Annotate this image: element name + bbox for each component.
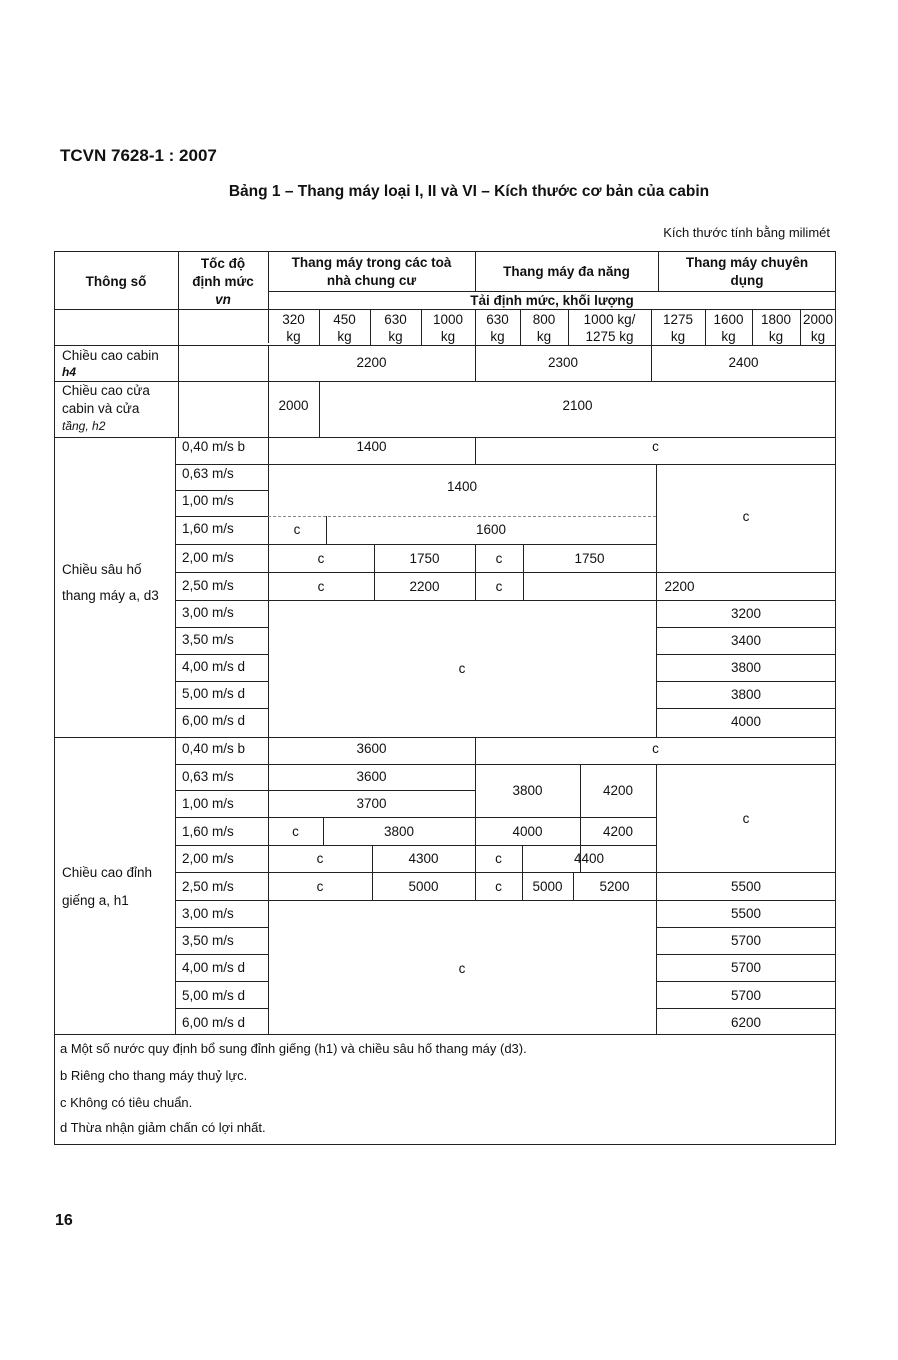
speed-cell: 1,60 m/s <box>182 824 234 839</box>
load-value: 2000 <box>802 312 834 327</box>
load-value: 320 <box>282 312 305 327</box>
value-cell: 3700 <box>356 796 387 811</box>
value-cell: 3600 <box>356 769 387 784</box>
header-speed-line2: định mức <box>192 274 254 289</box>
grid-line <box>175 544 656 545</box>
load-unit: kg <box>388 329 403 344</box>
row-h2-label: tầng, h2 <box>62 419 106 433</box>
load-value: 1275 <box>662 312 694 327</box>
load-value: 630 <box>486 312 509 327</box>
header-speed-symbol: vn <box>215 292 231 307</box>
speed-cell: 3,00 m/s <box>182 605 234 620</box>
grid-line <box>656 627 836 628</box>
speed-cell: 2,50 m/s <box>182 879 234 894</box>
value-cell: 1400 <box>356 439 387 454</box>
grid-line <box>54 437 836 438</box>
grid-line <box>175 927 268 928</box>
value-cell: 4300 <box>408 851 439 866</box>
value-cell: c <box>652 439 659 454</box>
speed-cell: 0,40 m/s b <box>182 741 246 756</box>
value-cell: c <box>495 579 503 594</box>
value-cell: c <box>495 851 502 866</box>
grid-line <box>268 291 836 292</box>
load-unit: kg <box>721 329 736 344</box>
load-value: 630 <box>384 312 407 327</box>
grid-line <box>175 490 268 491</box>
grid-line <box>54 1034 836 1035</box>
row-h4-symbol: h4 <box>62 365 77 379</box>
value-cell: c <box>652 741 659 756</box>
load-value: 1600 <box>713 312 744 327</box>
value-cell: 3600 <box>356 741 387 756</box>
value-cell: 5700 <box>730 988 762 1003</box>
load-value: 450 <box>333 312 356 327</box>
grid-line <box>175 708 268 709</box>
value-cell: 1400 <box>446 479 478 494</box>
value-cell: 1750 <box>574 551 605 566</box>
grid-line <box>656 1008 836 1009</box>
value-cell: 4200 <box>602 824 634 839</box>
header-group3-line2: dụng <box>730 273 764 288</box>
value-cell: c <box>742 509 750 524</box>
speed-cell: 4,00 m/s d <box>182 960 246 975</box>
grid-line <box>656 654 836 655</box>
grid-line <box>175 1008 268 1009</box>
value-cell: 4200 <box>602 783 634 798</box>
speed-cell: 3,50 m/s <box>182 933 234 948</box>
grid-line <box>54 345 836 346</box>
grid-line <box>175 572 836 573</box>
grid-line <box>656 681 836 682</box>
speed-cell: 1,00 m/s <box>182 796 234 811</box>
grid-line <box>175 654 268 655</box>
grid-line <box>656 981 836 982</box>
speed-cell: 5,00 m/s d <box>182 988 246 1003</box>
d3-label: Chiều sâu hố <box>62 562 142 577</box>
header-load: Tải định mức, khối lượng <box>470 293 634 308</box>
footnote-a: a Một số nước quy định bổ sung đỉnh giếng (h1) và chiều sâu hố thang máy (d3). <box>60 1041 527 1056</box>
value-cell: 5000 <box>408 879 439 894</box>
grid-line <box>175 764 836 765</box>
speed-cell: 5,00 m/s d <box>182 686 246 701</box>
grid-line <box>175 900 836 901</box>
value-cell: c <box>316 879 324 894</box>
grid-line <box>656 927 836 928</box>
value-cell: 3400 <box>730 633 762 648</box>
grid-line <box>175 845 656 846</box>
load-unit: 1275 kg <box>585 329 634 344</box>
units-note: Kích thước tính bằng milimét <box>663 225 830 240</box>
grid-line <box>54 381 836 382</box>
grid-line <box>175 954 268 955</box>
grid-line <box>175 790 475 791</box>
header-speed-line1: Tốc độ <box>200 256 246 271</box>
standard-code: TCVN 7628-1 : 2007 <box>60 146 217 165</box>
speed-cell: 0,40 m/s b <box>182 439 246 454</box>
speed-cell: 4,00 m/s d <box>182 659 246 674</box>
value-cell: 2200 <box>664 579 695 594</box>
value-cell: 5700 <box>730 960 762 975</box>
d3-label: thang máy a, d3 <box>62 588 159 603</box>
value-cell: 4000 <box>730 714 762 729</box>
footnote-d: d Thừa nhận giảm chấn có lợi nhất. <box>60 1120 266 1135</box>
grid-line <box>175 981 268 982</box>
row-h2-label: cabin và cửa <box>62 401 140 416</box>
grid-line <box>175 516 268 517</box>
load-unit: kg <box>490 329 505 344</box>
value-cell: 3200 <box>730 606 762 621</box>
value-cell: c <box>742 811 750 826</box>
load-unit: kg <box>670 329 686 344</box>
grid-line <box>175 627 268 628</box>
value-cell: 3800 <box>383 824 415 839</box>
speed-cell: 2,00 m/s <box>182 550 234 565</box>
speed-cell: 1,00 m/s <box>182 493 234 508</box>
grid-line <box>54 309 836 310</box>
load-value: 1000 kg/ <box>583 312 636 327</box>
row-h4-value: 2300 <box>547 355 579 370</box>
value-cell: c <box>317 551 325 566</box>
grid-line <box>175 681 268 682</box>
speed-cell: 6,00 m/s d <box>182 1015 246 1030</box>
header-param: Thông số <box>85 274 147 289</box>
row-h2-label: Chiều cao cửa <box>62 383 150 398</box>
grid-line <box>175 464 836 465</box>
page-number: 16 <box>55 1212 73 1229</box>
value-cell: 1600 <box>475 522 507 537</box>
value-cell: c <box>316 851 324 866</box>
value-cell: c <box>458 961 466 976</box>
value-cell: 4400 <box>573 851 605 866</box>
value-cell: c <box>293 522 301 537</box>
load-unit: kg <box>337 329 352 344</box>
footnote-c: c Không có tiêu chuẩn. <box>60 1095 193 1110</box>
header-group3-line1: Thang máy chuyên <box>685 255 809 270</box>
value-cell: 1750 <box>409 551 440 566</box>
grid-line <box>175 600 836 601</box>
header-group1-line1: Thang máy trong các toà <box>291 255 452 270</box>
speed-cell: 2,50 m/s <box>182 578 234 593</box>
speed-cell: 2,00 m/s <box>182 851 234 866</box>
grid-line <box>175 437 176 1034</box>
grid-line <box>656 708 836 709</box>
grid-line <box>175 817 656 818</box>
footnote-b: b Riêng cho thang máy thuỷ lực. <box>60 1068 248 1083</box>
h1-label: giếng a, h1 <box>62 893 129 908</box>
row-h2-value: 2000 <box>278 398 309 413</box>
load-unit: kg <box>440 329 456 344</box>
header-group1-line2: nhà chung cư <box>326 273 417 288</box>
grid-line <box>175 872 836 873</box>
value-cell: 3800 <box>730 660 762 675</box>
speed-cell: 0,63 m/s <box>182 466 234 481</box>
load-unit: kg <box>286 329 301 344</box>
value-cell: 6200 <box>730 1015 762 1030</box>
speed-cell: 6,00 m/s d <box>182 713 246 728</box>
value-cell: 5500 <box>730 906 762 921</box>
h1-label: Chiều cao đỉnh <box>62 865 153 880</box>
grid-line <box>475 737 476 900</box>
value-cell: c <box>317 579 325 594</box>
load-value: 800 <box>532 312 556 327</box>
table-title: Bảng 1 – Thang máy loại I, II và VI – Kích thước cơ bản của cabin <box>228 183 710 200</box>
load-value: 1000 <box>432 312 464 327</box>
grid-line <box>656 954 836 955</box>
value-cell: c <box>495 551 503 566</box>
row-h4-label: Chiều cao cabin <box>62 348 159 363</box>
load-unit: kg <box>810 329 826 344</box>
load-unit: kg <box>536 329 552 344</box>
row-h2-value: 2100 <box>562 398 593 413</box>
value-cell: c <box>495 879 502 894</box>
value-cell: 5500 <box>730 879 762 894</box>
header-group2: Thang máy đa năng <box>503 264 630 279</box>
row-h4-value: 2400 <box>728 355 759 370</box>
value-cell: 4000 <box>512 824 543 839</box>
value-cell: 5700 <box>730 933 762 948</box>
value-cell: 5000 <box>532 879 563 894</box>
value-cell: 5200 <box>599 879 630 894</box>
value-cell: 3800 <box>730 687 762 702</box>
value-cell: 3800 <box>512 783 543 798</box>
speed-cell: 1,60 m/s <box>182 521 234 536</box>
row-h4-value: 2200 <box>356 355 387 370</box>
grid-line <box>54 737 836 738</box>
value-cell: c <box>458 661 466 676</box>
speed-cell: 3,50 m/s <box>182 632 234 647</box>
load-unit: kg <box>768 329 784 344</box>
value-cell: c <box>292 824 299 839</box>
load-value: 1800 <box>760 312 792 327</box>
speed-cell: 0,63 m/s <box>182 769 234 784</box>
value-cell: 2200 <box>409 579 440 594</box>
speed-cell: 3,00 m/s <box>182 906 234 921</box>
